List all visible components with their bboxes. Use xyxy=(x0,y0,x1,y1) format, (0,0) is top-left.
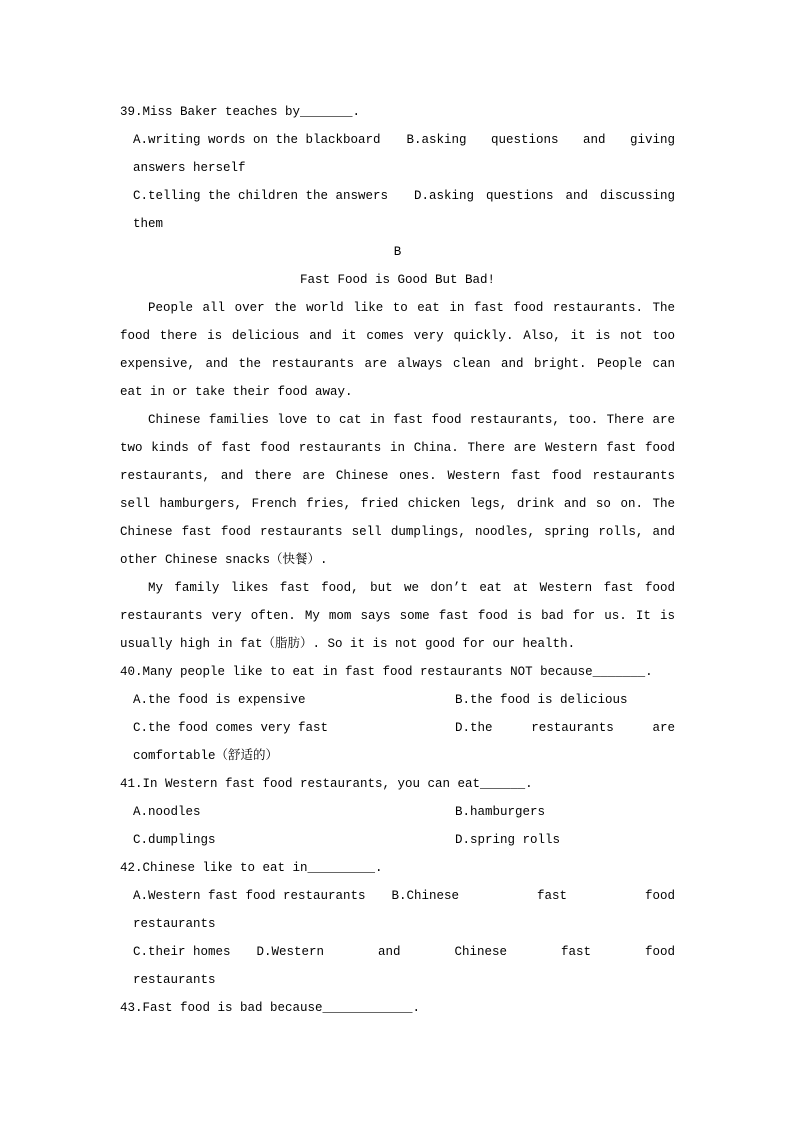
q39-option-b: B.asking questions and giving xyxy=(406,133,675,147)
q40-options-row-ab xyxy=(120,686,675,714)
q39-options-row-cd xyxy=(120,182,675,210)
q43-stem: 43.Fast food is bad because____________. xyxy=(120,1001,421,1015)
q41-option-c: C.dumplings xyxy=(133,833,216,847)
q39-option-b-continued: answers herself xyxy=(133,161,246,175)
section-label: B xyxy=(393,245,402,259)
q39-option-a: A.writing words on the blackboard xyxy=(133,133,381,147)
passage-title: Fast Food is Good But Bad! xyxy=(299,273,496,287)
q42-option-d-continued: restaurants xyxy=(133,973,216,987)
q41-option-d: D.spring rolls xyxy=(455,833,561,847)
passage-paragraph-1: People all over the world like to eat in fast food restaurants. The food there is delicious and it comes very quickly. Also, it is not too expensive, and the restaurants are always clean and bright. People can eat in or take their food away. xyxy=(120,301,675,399)
q40-option-b: B.the food is delicious xyxy=(455,693,628,707)
q41-options-row-ab xyxy=(120,798,675,826)
q41-options-row-cd xyxy=(120,826,675,854)
q39-option-c: C.telling the children the answers xyxy=(133,189,389,203)
q41-option-b: B.hamburgers xyxy=(455,805,546,819)
q40-option-a: A.the food is expensive xyxy=(133,693,306,707)
q42-option-a: A.Western fast food restaurants xyxy=(133,889,366,903)
passage-paragraph-3: My family likes fast food, but we don’t eat at Western fast food restaurants very often. My mom says some fast food is bad for us. It is usually high in fat（脂肪）. So it is not good for our health. xyxy=(120,581,675,651)
q42-option-b-continued: restaurants xyxy=(133,917,216,931)
q42-options-row-cd xyxy=(120,938,675,966)
q39-option-d-continued: them xyxy=(133,217,164,231)
passage-paragraph-2: Chinese families love to cat in fast food restaurants, too. There are two kinds of fast food restaurants in China. There are Western fast food restaurants, and there are Chinese ones. Western fast food restaurants sell hamburgers, French fries, fried chicken legs, drink and so on. The Chinese fast food restaurants sell dumplings, noodles, spring rolls, and other Chinese snacks（快餐）. xyxy=(120,413,675,567)
q40-option-d: D.the restaurants are xyxy=(455,721,675,735)
q42-option-d: D.Western and Chinese fast food xyxy=(256,945,675,959)
q41-stem: 41.In Western fast food restaurants, you can eat______. xyxy=(120,777,533,791)
q40-stem: 40.Many people like to eat in fast food restaurants NOT because_______. xyxy=(120,665,653,679)
q39-options-row-ab xyxy=(120,126,675,154)
q39-option-d: D.asking questions and discussing xyxy=(414,189,675,203)
q41-option-a: A.noodles xyxy=(133,805,201,819)
q42-options-row-ab xyxy=(120,882,675,910)
q40-options-row-cd xyxy=(120,714,675,742)
q42-option-c: C.their homes xyxy=(133,945,231,959)
q40-option-d-continued: comfortable（舒适的） xyxy=(133,749,279,763)
q42-stem: 42.Chinese like to eat in_________. xyxy=(120,861,383,875)
q39-stem: 39.Miss Baker teaches by_______. xyxy=(120,105,361,119)
q40-option-c: C.the food comes very fast xyxy=(133,721,329,735)
q42-option-b: B.Chinese fast food xyxy=(391,889,675,903)
